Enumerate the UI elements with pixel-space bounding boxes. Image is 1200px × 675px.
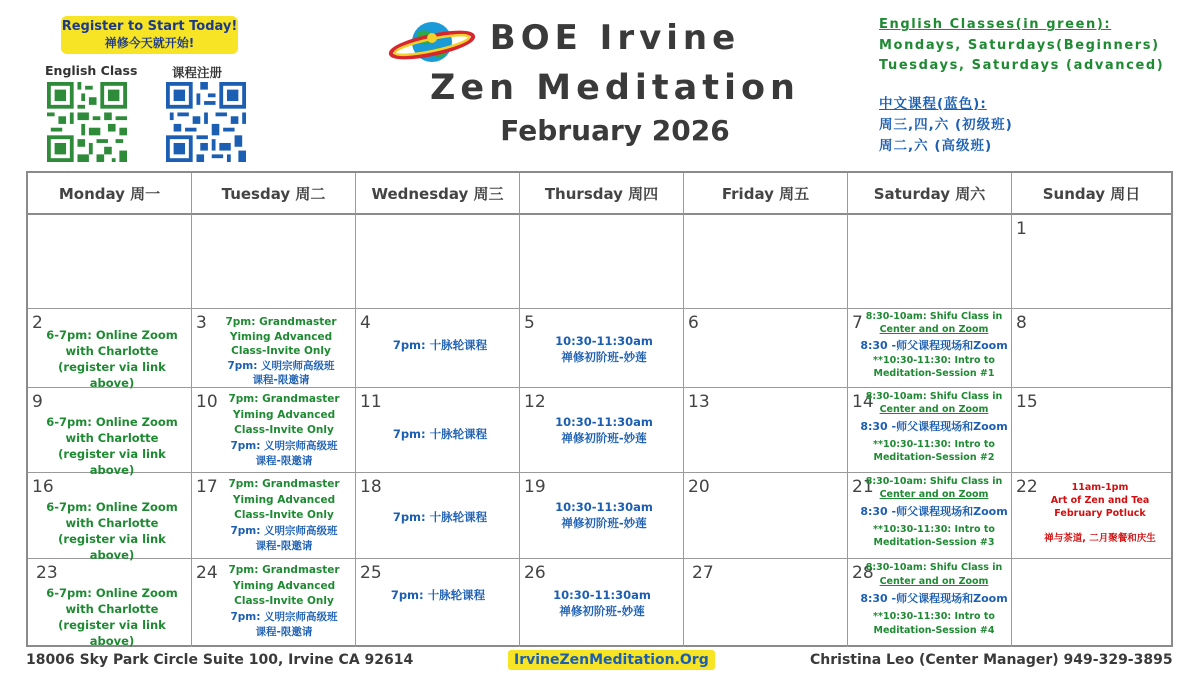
thursday-beginner-event bbox=[524, 333, 684, 365]
event-line: Class-Invite Only bbox=[234, 595, 334, 607]
calendar-grid bbox=[26, 171, 1173, 647]
event-line: with Charlotte bbox=[65, 516, 159, 530]
date-number: 28 bbox=[852, 563, 874, 583]
date-number: 19 bbox=[524, 477, 546, 497]
event-line: Meditation-Session #3 bbox=[873, 537, 995, 548]
date-number: 18 bbox=[360, 477, 382, 497]
saturday-shifu-event bbox=[856, 311, 1012, 380]
date-number: 11 bbox=[360, 392, 382, 412]
calendar-cell bbox=[1012, 215, 1171, 309]
event-line: 8:30 -师父课程现场和Zoom bbox=[860, 505, 1008, 518]
calendar-cell bbox=[520, 473, 684, 559]
register-badge-line1: Register to Start Today! bbox=[61, 19, 238, 34]
calendar-cell bbox=[28, 309, 192, 388]
weekday-header-tuesday: Tuesday 周二 bbox=[192, 173, 356, 215]
calendar-cell bbox=[356, 388, 520, 473]
event-line: 7pm: 义明宗师高级班 bbox=[227, 359, 335, 372]
wednesday-chakra-event: 7pm: 十脉轮课程 bbox=[392, 338, 488, 352]
english-classes-line1: Mondays, Saturdays(Beginners) bbox=[879, 38, 1160, 53]
event-line: 8:30-10am: Shifu Class in bbox=[865, 476, 1003, 487]
date-number: 20 bbox=[688, 477, 710, 497]
monday-zoom-event bbox=[34, 327, 190, 391]
calendar-cell bbox=[684, 388, 848, 473]
calendar-cell bbox=[192, 473, 356, 559]
event-line: 禅修初阶班-妙莲 bbox=[561, 516, 647, 530]
calendar-cell bbox=[1012, 309, 1171, 388]
event-line: 7pm: Grandmaster bbox=[225, 316, 337, 328]
date-number: 13 bbox=[688, 392, 710, 412]
event-line: 禅修初阶班-妙莲 bbox=[559, 604, 645, 618]
page-title: BOE Irvine bbox=[489, 18, 741, 58]
event-line: **10:30-11:30: Intro to bbox=[873, 355, 995, 366]
event-line: 11am-1pm bbox=[1071, 482, 1129, 493]
event-line: with Charlotte bbox=[65, 602, 159, 616]
date-number: 8 bbox=[1016, 313, 1027, 333]
event-line: 6-7pm: Online Zoom bbox=[46, 415, 178, 429]
date-number: 4 bbox=[360, 313, 371, 333]
date-number: 25 bbox=[360, 563, 382, 583]
calendar-cell bbox=[848, 559, 1012, 647]
event-line: Yiming Advanced bbox=[232, 579, 336, 592]
event-line: Yiming Advanced bbox=[232, 493, 336, 506]
event-line: 8:30-10am: Shifu Class in bbox=[865, 562, 1003, 573]
monday-zoom-event bbox=[34, 585, 190, 649]
date-number: 17 bbox=[196, 477, 218, 497]
date-number: 22 bbox=[1016, 477, 1038, 497]
event-line: **10:30-11:30: Intro to bbox=[873, 611, 995, 622]
event-line: Art of Zen and Tea bbox=[1050, 495, 1150, 506]
calendar-cell bbox=[192, 309, 356, 388]
event-line: 禅修初阶班-妙莲 bbox=[561, 350, 647, 364]
tuesday-advanced-event bbox=[212, 392, 356, 470]
calendar-cell bbox=[848, 309, 1012, 388]
date-number: 3 bbox=[196, 313, 207, 333]
event-line: with Charlotte bbox=[65, 344, 159, 358]
thursday-beginner-event bbox=[524, 587, 680, 619]
calendar-cell bbox=[1012, 388, 1171, 473]
chinese-classes-heading: 中文课程(蓝色): bbox=[879, 96, 987, 112]
calendar-cell bbox=[356, 473, 520, 559]
event-line: Class-Invite Only bbox=[234, 424, 334, 436]
event-line: 禅修初阶班-妙莲 bbox=[561, 431, 647, 445]
chinese-class-qr-code[interactable] bbox=[166, 82, 246, 162]
calendar-cell bbox=[28, 473, 192, 562]
event-line: 7pm: 义明宗师高级班 bbox=[230, 439, 338, 452]
event-line: with Charlotte bbox=[65, 431, 159, 445]
thursday-beginner-event bbox=[524, 499, 684, 531]
calendar-cell bbox=[848, 215, 1012, 309]
event-line: 7pm: Grandmaster bbox=[228, 393, 340, 405]
date-number: 16 bbox=[32, 477, 54, 497]
event-line: **10:30-11:30: Intro to bbox=[873, 524, 995, 535]
saturday-shifu-event bbox=[856, 475, 1012, 549]
date-number: 9 bbox=[32, 392, 43, 412]
event-line: 课程-限邀请 bbox=[255, 626, 313, 638]
event-line: 8:30 -师父课程现场和Zoom bbox=[860, 420, 1008, 433]
event-line: 7pm: 义明宗师高级班 bbox=[230, 610, 338, 623]
weekday-header-wednesday: Wednesday 周三 bbox=[356, 173, 520, 215]
weekday-header-saturday: Saturday 周六 bbox=[848, 173, 1012, 215]
calendar-cell bbox=[848, 473, 1012, 559]
monday-zoom-event bbox=[34, 414, 190, 478]
date-number: 10 bbox=[196, 392, 218, 412]
event-line: 8:30-10am: Shifu Class in bbox=[865, 391, 1003, 402]
date-number: 7 bbox=[852, 313, 863, 333]
event-line: Class-Invite Only bbox=[234, 509, 334, 521]
english-class-qr-code[interactable] bbox=[47, 82, 127, 162]
event-line: 课程-限邀请 bbox=[255, 455, 313, 467]
event-line: 7pm: Grandmaster bbox=[228, 564, 340, 576]
date-number: 24 bbox=[196, 563, 218, 583]
event-line: 10:30-11:30am bbox=[555, 334, 653, 348]
date-number: 23 bbox=[36, 563, 58, 583]
calendar-cell bbox=[28, 388, 192, 477]
wednesday-chakra-event: 7pm: 十脉轮课程 bbox=[390, 588, 486, 602]
thursday-beginner-event bbox=[524, 414, 684, 446]
date-number: 27 bbox=[692, 563, 714, 583]
calendar-cell bbox=[192, 215, 356, 309]
date-number: 15 bbox=[1016, 392, 1038, 412]
event-line: 7pm: Grandmaster bbox=[228, 478, 340, 490]
calendar-cell bbox=[520, 559, 684, 647]
event-line: Meditation-Session #2 bbox=[873, 452, 995, 463]
event-line: (register via link above) bbox=[58, 360, 166, 390]
date-number: 26 bbox=[524, 563, 546, 583]
date-number: 21 bbox=[852, 477, 874, 497]
page-subtitle: Zen Meditation bbox=[430, 68, 800, 108]
event-line: 8:30-10am: Shifu Class in bbox=[865, 311, 1003, 322]
event-line: Meditation-Session #4 bbox=[873, 624, 995, 636]
calendar-cell bbox=[684, 215, 848, 309]
event-line: **10:30-11:30: Intro to bbox=[873, 439, 995, 450]
calendar-month: February 2026 bbox=[500, 114, 730, 147]
calendar-cell bbox=[356, 559, 520, 647]
event-line: 课程-限邀请 bbox=[252, 374, 310, 386]
event-line: 禅与茶道, 二月聚餐和庆生 bbox=[1044, 533, 1156, 544]
event-line: Center and on Zoom bbox=[879, 489, 989, 500]
footer-contact: Christina Leo (Center Manager) 949-329-3895 bbox=[810, 652, 1173, 668]
calendar-cell bbox=[684, 309, 848, 388]
footer-website-wrap bbox=[508, 652, 715, 668]
register-badge-line2: 禅修今天就开始! bbox=[104, 36, 195, 50]
calendar-cell bbox=[520, 309, 684, 388]
event-line: (register via link above) bbox=[58, 618, 166, 648]
english-classes-heading: English Classes(in green): bbox=[879, 17, 1112, 32]
weekday-header-friday: Friday 周五 bbox=[684, 173, 848, 215]
date-number: 12 bbox=[524, 392, 546, 412]
calendar-cell bbox=[192, 388, 356, 473]
monday-zoom-event bbox=[34, 499, 190, 563]
tuesday-advanced-event bbox=[206, 315, 356, 388]
event-line: 10:30-11:30am bbox=[553, 588, 651, 602]
event-line: 课程-限邀请 bbox=[255, 540, 313, 552]
qr-chinese-label: 课程注册 bbox=[172, 65, 223, 80]
event-line: 8:30 -师父课程现场和Zoom bbox=[860, 339, 1008, 352]
event-line: Meditation-Session #1 bbox=[873, 367, 995, 379]
date-number: 1 bbox=[1016, 219, 1027, 239]
tea-potluck-event bbox=[1034, 481, 1166, 545]
event-line: 8:30 -师父课程现场和Zoom bbox=[860, 592, 1008, 605]
tuesday-advanced-event bbox=[212, 563, 356, 641]
event-line: (register via link above) bbox=[58, 532, 166, 562]
qr-english-label: English Class bbox=[45, 63, 138, 78]
event-line: 6-7pm: Online Zoom bbox=[46, 500, 178, 514]
weekday-header-monday: Monday 周一 bbox=[28, 173, 192, 215]
date-number: 14 bbox=[852, 392, 874, 412]
calendar-cell bbox=[28, 559, 192, 647]
event-line: 10:30-11:30am bbox=[555, 415, 653, 429]
date-number: 6 bbox=[688, 313, 699, 333]
english-classes-line2: Tuesdays, Saturdays (advanced) bbox=[879, 58, 1165, 73]
calendar-cell bbox=[1012, 559, 1171, 647]
event-line: 6-7pm: Online Zoom bbox=[46, 328, 178, 342]
wednesday-chakra-event: 7pm: 十脉轮课程 bbox=[392, 427, 488, 441]
calendar-cell bbox=[192, 559, 356, 647]
weekday-header-thursday: Thursday 周四 bbox=[520, 173, 684, 215]
saturday-shifu-event bbox=[856, 561, 1012, 637]
event-line: 6-7pm: Online Zoom bbox=[46, 586, 178, 600]
website-link[interactable]: IrvineZenMeditation.Org bbox=[508, 650, 715, 670]
saturday-shifu-event bbox=[856, 390, 1012, 464]
calendar-cell bbox=[1012, 473, 1171, 559]
calendar-cell bbox=[28, 215, 192, 309]
calendar-cell bbox=[356, 215, 520, 309]
chinese-classes-line1: 周三,四,六 (初级班) bbox=[879, 117, 1013, 133]
calendar-cell bbox=[520, 215, 684, 309]
tuesday-advanced-event bbox=[212, 477, 356, 555]
calendar-cell bbox=[848, 388, 1012, 473]
calendar-cell bbox=[684, 559, 848, 647]
event-line: Class-Invite Only bbox=[231, 345, 331, 357]
calendar-cell bbox=[684, 473, 848, 559]
chinese-classes-line2: 周二,六 (高级班) bbox=[879, 138, 993, 154]
event-line: (register via link above) bbox=[58, 447, 166, 477]
event-line: February Potluck bbox=[1054, 508, 1146, 519]
event-line: Center and on Zoom bbox=[879, 575, 989, 587]
wednesday-chakra-event: 7pm: 十脉轮课程 bbox=[392, 510, 488, 524]
register-badge bbox=[61, 16, 238, 54]
weekday-header-sunday: Sunday 周日 bbox=[1012, 173, 1171, 215]
event-line: Yiming Advanced bbox=[229, 330, 333, 343]
calendar-cell bbox=[520, 388, 684, 473]
event-line: Yiming Advanced bbox=[232, 408, 336, 421]
date-number: 5 bbox=[524, 313, 535, 333]
event-line: Center and on Zoom bbox=[879, 404, 989, 415]
date-number: 2 bbox=[32, 313, 43, 333]
event-line: Center and on Zoom bbox=[879, 323, 989, 335]
event-line: 7pm: 义明宗师高级班 bbox=[230, 524, 338, 537]
event-line: 10:30-11:30am bbox=[555, 500, 653, 514]
calendar-cell bbox=[356, 309, 520, 388]
footer-address: 18006 Sky Park Circle Suite 100, Irvine CA 92614 bbox=[26, 652, 414, 668]
